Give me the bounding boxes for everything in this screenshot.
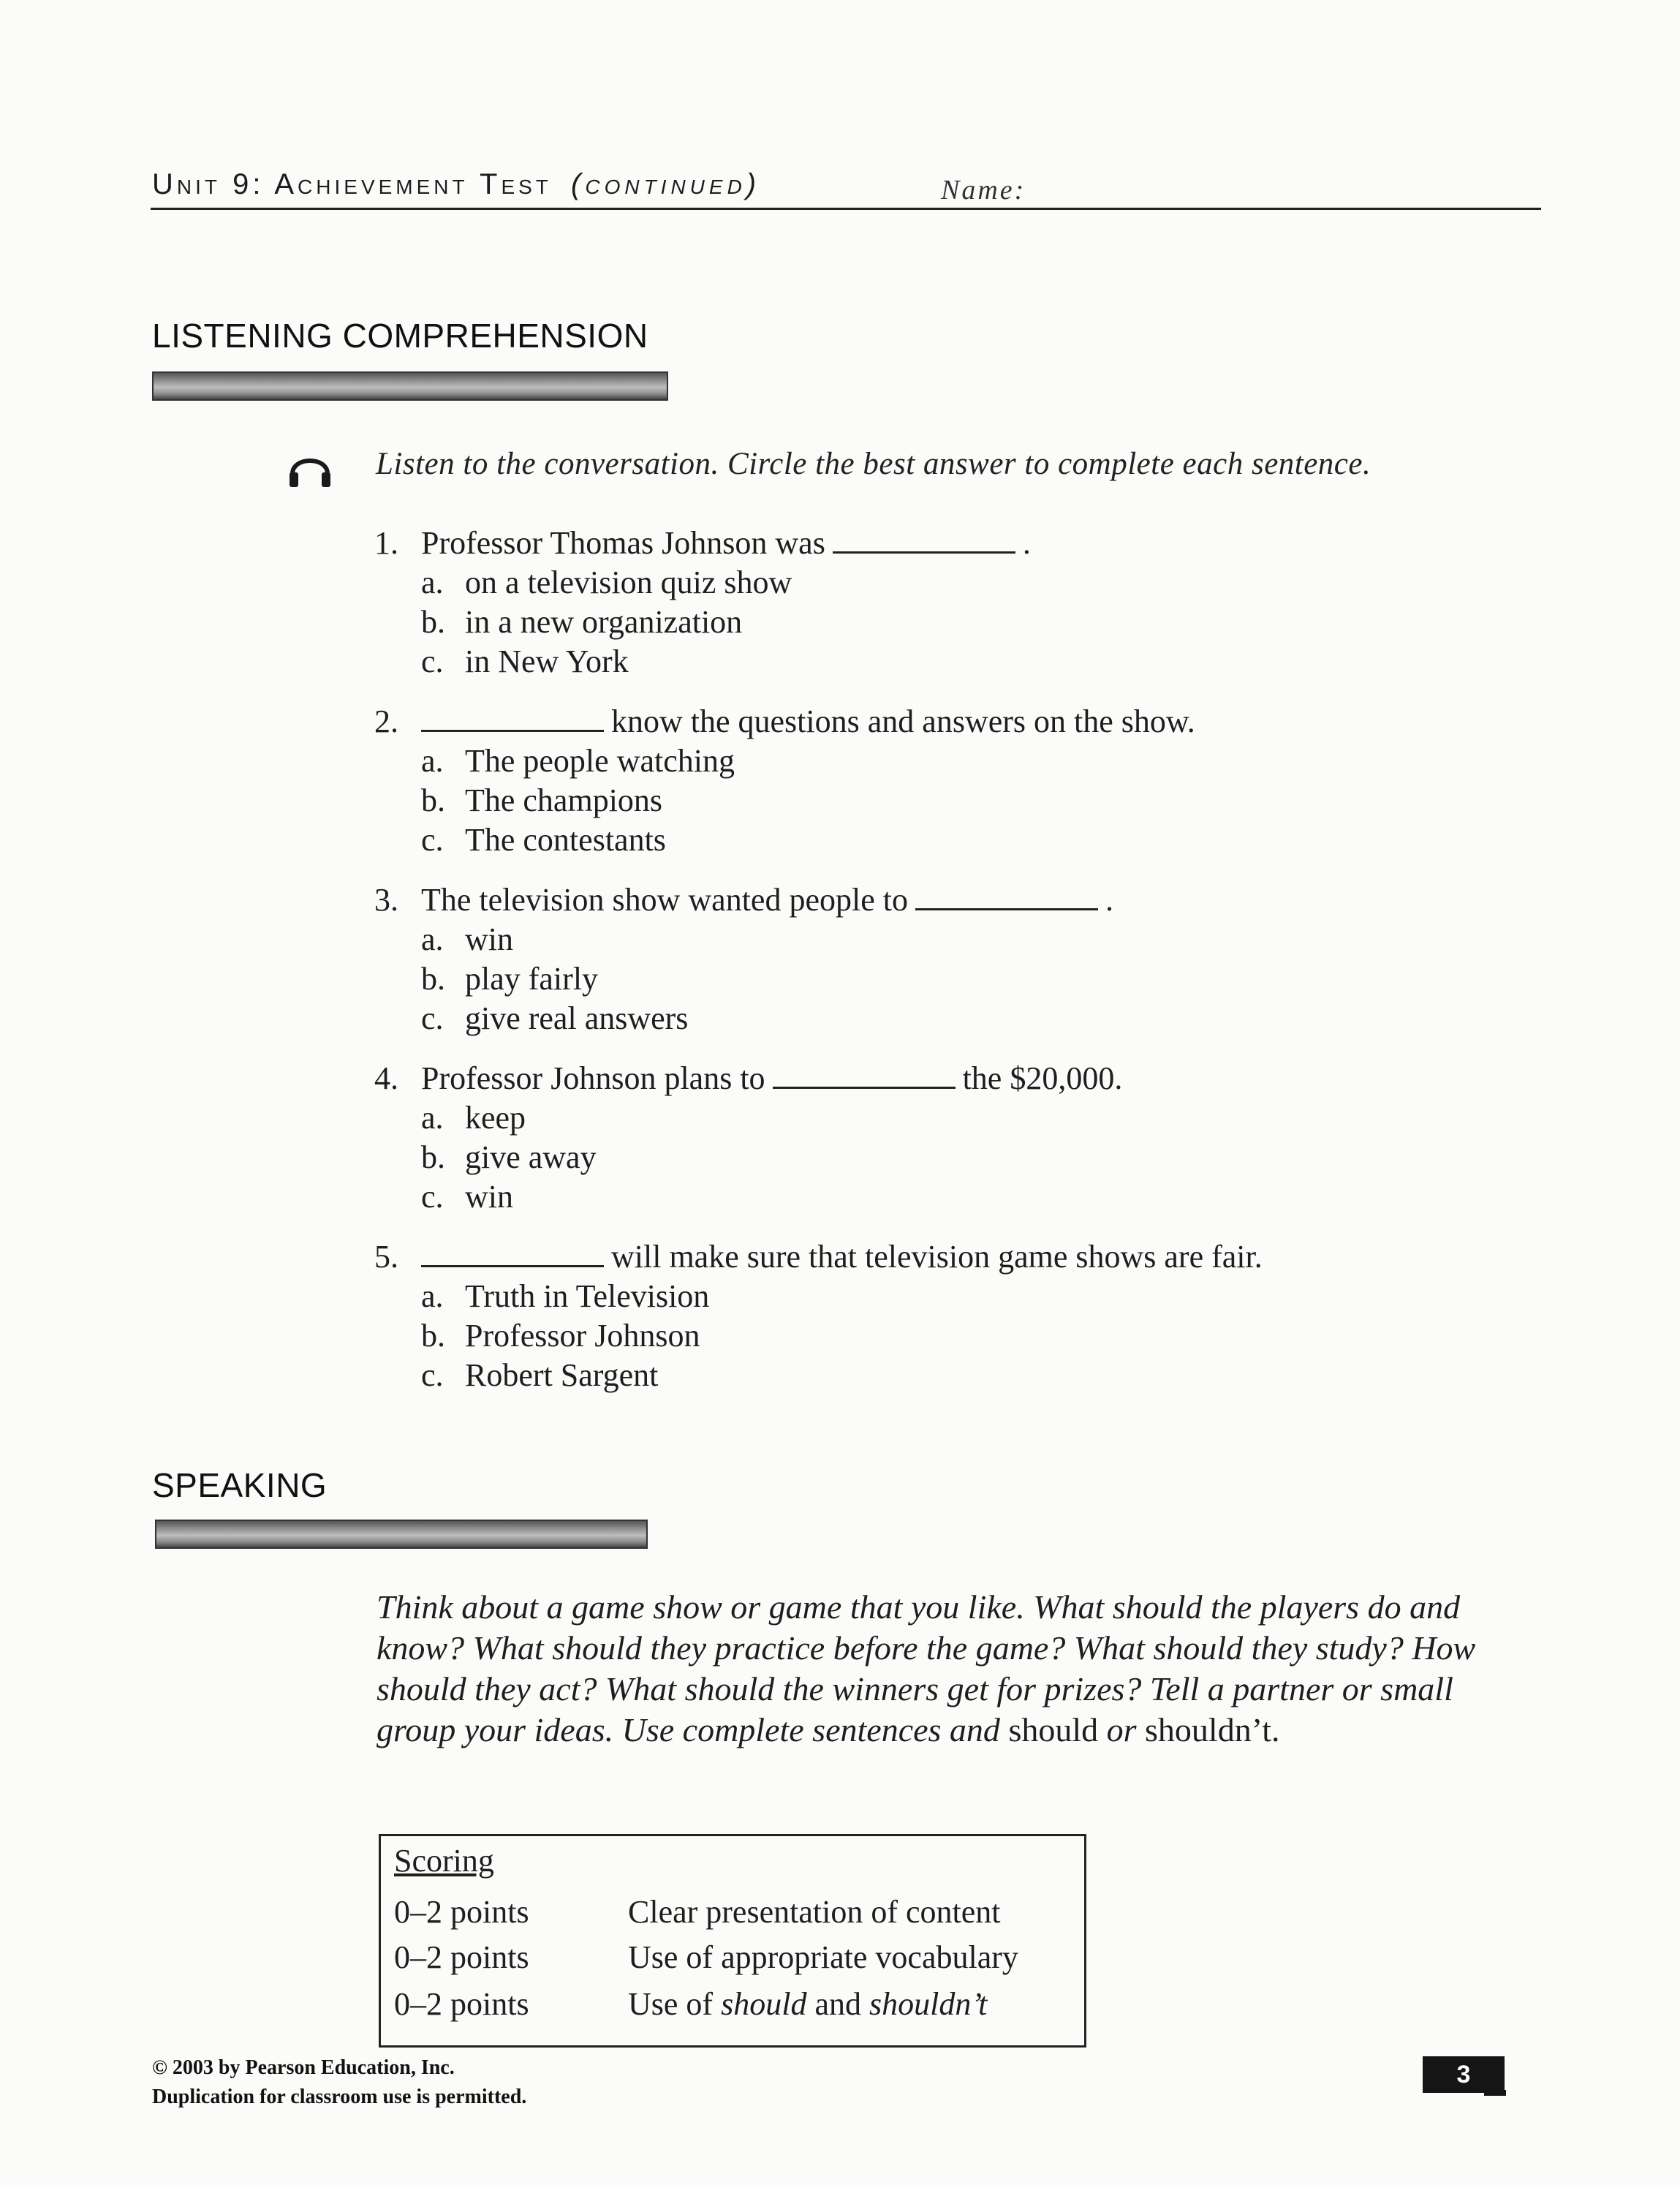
speaking-bar xyxy=(155,1520,648,1549)
option-a[interactable]: a. win xyxy=(421,921,513,957)
question-4 xyxy=(374,1059,1471,1227)
option-c[interactable]: c. give real answers xyxy=(421,1000,689,1036)
headphones-icon xyxy=(287,445,333,491)
answer-blank xyxy=(421,705,604,732)
score-criterion: Clear presentation of content xyxy=(628,1894,1001,1930)
header-unit-title xyxy=(152,168,760,201)
question-number: 1. xyxy=(374,525,398,561)
question-1 xyxy=(374,524,1471,692)
listening-title: LISTENING COMPREHENSION xyxy=(152,317,648,355)
option-a[interactable]: a. on a television quiz show xyxy=(421,565,792,600)
option-a[interactable]: a. The people watching xyxy=(421,743,735,779)
score-criterion: Use of should and shouldn’t xyxy=(628,1986,988,2022)
score-points: 0–2 points xyxy=(394,1939,529,1975)
speaking-instruction: Think about a game show or game that you like. What should the players do and know? What should they practice before the game? What should they study? How should they act? What should the winners get for prizes? Tell a partner or small group your ideas. Use complete sentences and should or shouldn’t. xyxy=(377,1588,1476,1748)
name-label: Name: xyxy=(941,175,1026,205)
score-points: 0–2 points xyxy=(394,1986,529,2022)
option-a[interactable]: a. Truth in Television xyxy=(421,1278,710,1314)
question-number: 2. xyxy=(374,703,398,739)
option-c[interactable]: c. Robert Sargent xyxy=(421,1357,659,1393)
listening-instruction: Listen to the conversation. Circle the best answer to complete each sentence. xyxy=(376,447,1371,481)
question-3 xyxy=(374,880,1471,1049)
option-b[interactable]: b. in a new organization xyxy=(421,604,743,640)
option-a[interactable]: a. keep xyxy=(421,1100,526,1136)
scoring-title: Scoring xyxy=(394,1843,494,1879)
answer-blank xyxy=(833,527,1015,554)
question-stem: know the questions and answers on the show. xyxy=(421,702,1195,741)
duplication-note: Duplication for classroom use is permitted. xyxy=(152,2086,527,2108)
page-number: 3 xyxy=(1423,2056,1505,2093)
option-c[interactable]: c. The contestants xyxy=(421,822,666,858)
option-c[interactable]: c. in New York xyxy=(421,644,629,679)
question-2 xyxy=(374,702,1471,870)
scoring-box xyxy=(379,1834,1086,2048)
question-stem: will make sure that television game shows are fair. xyxy=(421,1237,1263,1277)
speaking-title: SPEAKING xyxy=(152,1466,328,1504)
answer-blank xyxy=(421,1240,604,1267)
option-b[interactable]: b. Professor Johnson xyxy=(421,1318,700,1354)
header-rule xyxy=(151,208,1541,210)
question-5 xyxy=(374,1237,1471,1405)
question-stem: Professor Johnson plans to the $20,000. xyxy=(421,1060,1123,1096)
answer-blank xyxy=(773,1062,956,1089)
answer-blank xyxy=(915,883,1098,910)
score-criterion: Use of appropriate vocabulary xyxy=(628,1939,1018,1975)
score-points: 0–2 points xyxy=(394,1894,529,1930)
continued-label: (continued) xyxy=(571,168,761,200)
option-c[interactable]: c. win xyxy=(421,1179,513,1215)
question-number: 4. xyxy=(374,1060,398,1096)
option-b[interactable]: b. play fairly xyxy=(421,961,599,997)
option-b[interactable]: b. The champions xyxy=(421,782,663,818)
page-badge-tab xyxy=(1484,2090,1506,2096)
copyright: © 2003 by Pearson Education, Inc. xyxy=(152,2056,455,2079)
question-number: 5. xyxy=(374,1239,398,1275)
unit-title: Unit 9: Achievement Test xyxy=(152,168,552,200)
option-b[interactable]: b. give away xyxy=(421,1139,597,1175)
question-number: 3. xyxy=(374,882,398,918)
question-stem: Professor Thomas Johnson was . xyxy=(421,525,1031,561)
listening-bar xyxy=(152,371,668,401)
question-stem: The television show wanted people to . xyxy=(421,882,1113,918)
